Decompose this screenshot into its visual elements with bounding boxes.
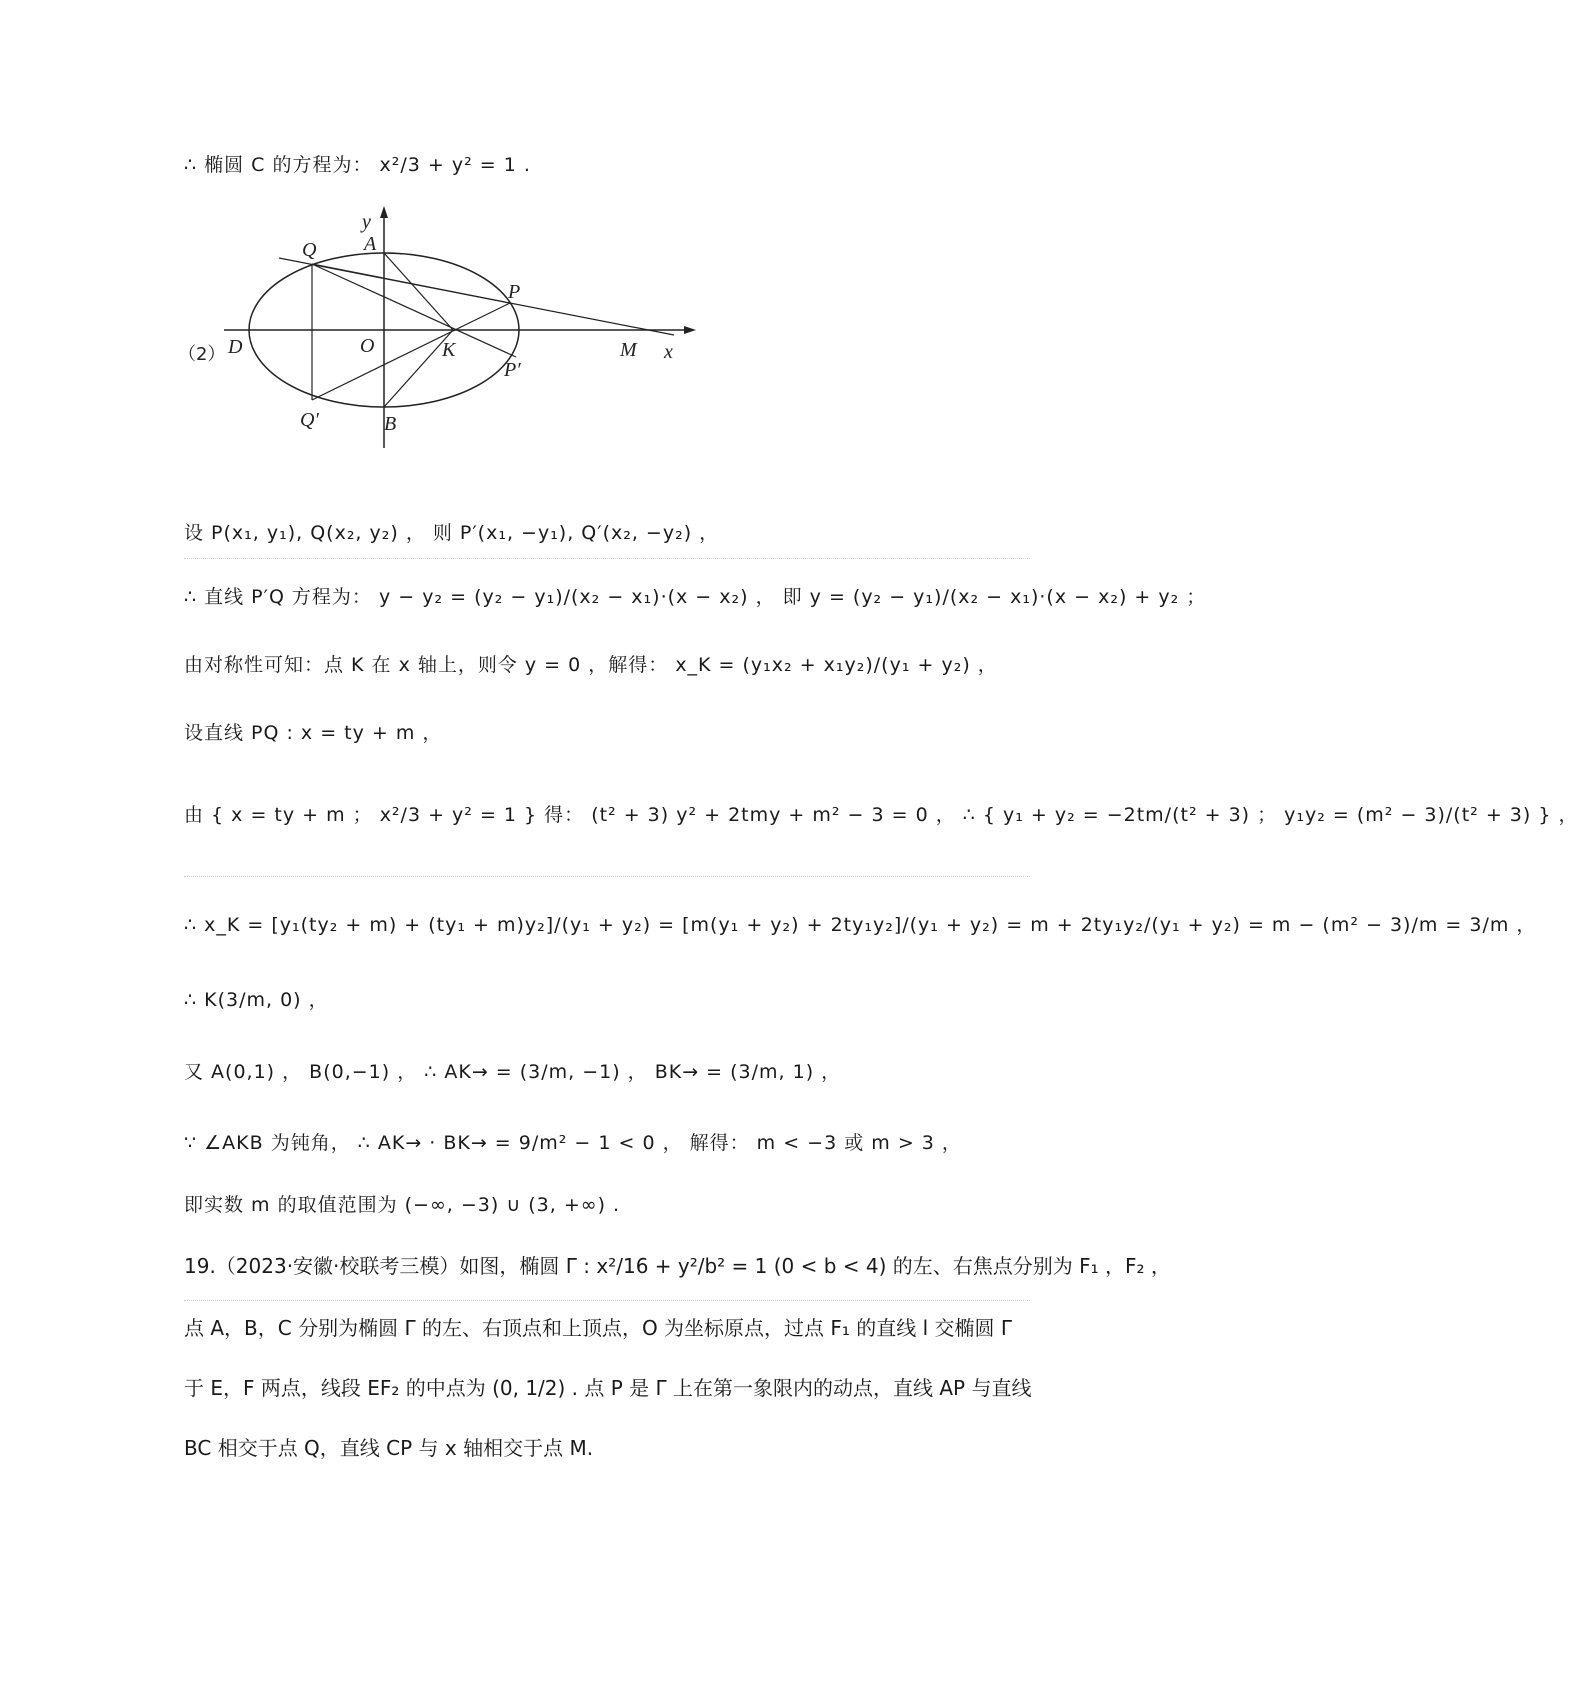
label-m: M [620,339,637,361]
label-b: B [384,413,397,435]
label-q-prime: Q′ [300,409,319,431]
k-coordinates: ∴ K(3/m, 0) ， [184,989,329,1011]
x-axis-arrow [684,326,696,334]
label-d: D [228,336,243,358]
segment-qp2 [312,264,516,357]
label-x: x [664,341,673,363]
segment-ak [384,253,453,330]
separator [184,1300,1030,1301]
label-p-prime: P′ [504,359,521,381]
ellipse-figure [178,210,704,460]
problem-19-line-1: 19.（2023·安徽·校联考三模）如图，椭圆 Γ : x²/16 + y²/b² = 1 (0 < b < 4) 的左、右焦点分别为 F₁ ，F₂ ， [184,1254,1171,1278]
y-axis-arrow [380,206,388,218]
segment-q2p [312,303,510,400]
problem-19-line-2: 点 A，B，C 分别为椭圆 Γ 的左、右顶点和上顶点，O 为坐标原点，过点 F₁ 的直线 l 交椭圆 Γ [184,1316,1013,1340]
problem-19-line-4: BC 相交于点 Q，直线 CP 与 x 轴相交于点 M. [184,1436,594,1460]
vectors-line: 又 A(0,1) ， B(0,−1) ， ∴ AK→ = (3/m, −1) ， BK→ = (3/m, 1) ， [184,1061,842,1083]
label-y: y [362,211,371,233]
set-line-pq: 设直线 PQ : x = ty + m ， [184,722,443,744]
part-label: （2） [178,344,226,365]
symmetry-line: 由对称性可知：点 K 在 x 轴上，则令 y = 0 ，解得： x_K = (y₁x₂ + x₁y₂)/(y₁ + y₂) ， [184,654,998,676]
ellipse-equation-line: ∴ 椭圆 C 的方程为： x²/3 + y² = 1 . [184,154,531,176]
obtuse-angle-line: ∵ ∠AKB 为钝角， ∴ AK→ · BK→ = 9/m² − 1 < 0 ， 解得： m < −3 或 m > 3 ， [184,1132,962,1154]
label-p: P [508,281,521,303]
system-line: 由 { x = ty + m ； x²/3 + y² = 1 } 得： (t² + 3) y² + 2tmy + m² − 3 = 0 ， ∴ { y₁ + y₂ = −2tm/(t² + 3) ； y₁y₂ = (m² − 3)/(t² + 3) } ， [184,804,1578,826]
separator [184,876,1030,877]
problem-19-line-3: 于 E，F 两点，线段 EF₂ 的中点为 (0, 1/2) . 点 P 是 Γ 上在第一象限内的动点，直线 AP 与直线 [184,1376,1032,1400]
label-k: K [442,339,456,361]
line-pq-equation: ∴ 直线 P′Q 方程为： y − y₂ = (y₂ − y₁)/(x₂ − x₁)·(x − x₂) ， 即 y = (y₂ − y₁)/(x₂ − x₁)·(x − x₂) + y₂ ； [184,586,1207,608]
set-points-line: 设 P(x₁, y₁), Q(x₂, y₂) ， 则 P′(x₁, −y₁), Q′(x₂, −y₂) ， [184,522,720,544]
label-a: A [364,233,377,255]
label-q: Q [302,239,317,261]
range-result-line: 即实数 m 的取值范围为 (−∞, −3) ∪ (3, +∞) . [184,1194,621,1216]
xk-derivation: ∴ x_K = [y₁(ty₂ + m) + (ty₁ + m)y₂]/(y₁ + y₂) = [m(y₁ + y₂) + 2ty₁y₂]/(y₁ + y₂) = m + 2ty₁y₂/(y₁ + y₂) = m − (m² − 3)/m = 3/m ， [184,914,1537,936]
separator [184,558,1030,559]
label-o: O [360,335,375,357]
